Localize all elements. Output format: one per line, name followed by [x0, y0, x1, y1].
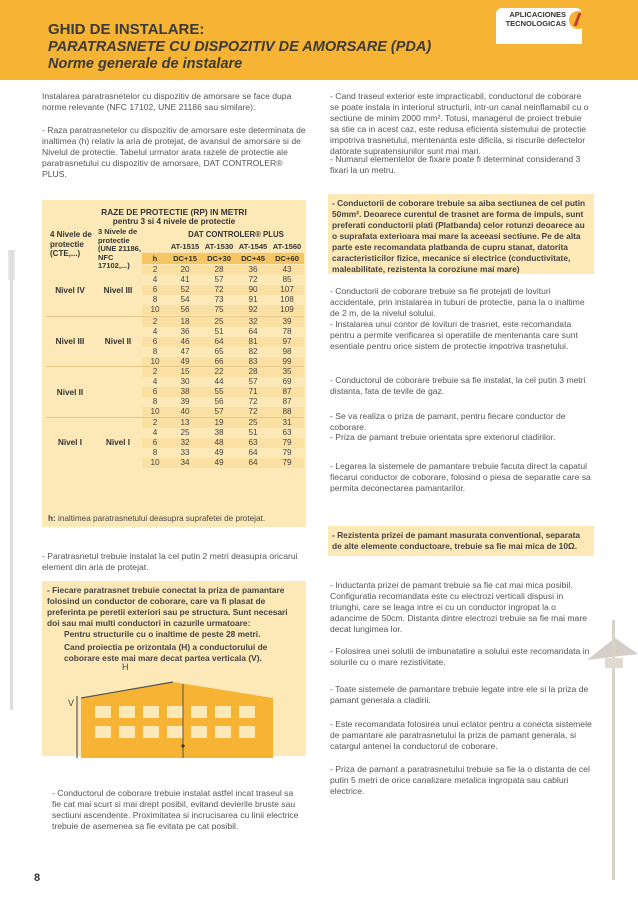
logo: APLICACIONES TECNOLOGICAS	[505, 10, 566, 28]
radius-cell: 57	[214, 275, 224, 285]
radius-cell: 107	[280, 285, 294, 295]
radius-cell: 13	[180, 417, 190, 427]
level-4-label: Nivel I	[57, 438, 83, 448]
diagram-v-label: V	[68, 698, 75, 708]
radius-cell: 20	[180, 265, 190, 274]
table-row	[142, 367, 304, 377]
height-cell: 6	[152, 285, 158, 295]
radius-cell: 25	[248, 417, 258, 427]
radius-cell: 57	[248, 377, 258, 387]
radius-cell: 34	[180, 457, 190, 467]
radius-cell: 98	[282, 346, 292, 356]
level-3-label: Nivel III	[103, 285, 133, 295]
radius-cell: 72	[248, 397, 258, 407]
height-cell: 2	[152, 367, 158, 376]
rod-decoration	[10, 250, 13, 710]
radius-cell: 54	[180, 295, 190, 305]
radius-cell: 57	[214, 407, 224, 417]
dat-controler-header: DAT CONTROLER® PLUS	[188, 230, 284, 239]
model-header: AT-1545	[238, 242, 268, 251]
radius-cell: 78	[282, 326, 292, 336]
radius-cell: 72	[248, 275, 258, 285]
table-row	[142, 317, 304, 327]
radius-cell: 51	[248, 427, 258, 437]
model-header: AT-1515	[170, 242, 200, 251]
section-box-text: - Conductorii de coborare trebuie sa aiba sectiunea de cel putin 50mm². Deoarece curentul de trasnet are forma de impuls, sunt preferati conductorii plati (Platbanda) celor rotunzi deoarece au o suprafata exterioara mai mare la aceeasi sectiune. Pe de alta parte este recomandata platbanda de cupru stanat, datorita caracteristicilor fizice, mecanice si electrice (conductivitate, maleabilitate, rezistenta la coroziune mai mare)	[332, 198, 586, 274]
footnote-label: h:	[48, 514, 56, 523]
level-3-label: Nivel I	[105, 438, 131, 448]
page-number: 8	[34, 872, 41, 884]
radius-cell: 25	[180, 427, 190, 437]
dc-header: DC+30	[207, 254, 231, 263]
table-row	[142, 418, 304, 428]
radius-cell: 28	[214, 265, 224, 274]
height-cell: 2	[152, 316, 158, 326]
dc-header: DC+15	[173, 254, 197, 263]
height-cell: 6	[152, 387, 158, 397]
model-row	[168, 242, 304, 253]
height-cell: 2	[152, 265, 158, 274]
level-4-label: Nivel III	[55, 337, 85, 347]
height-cell: 6	[152, 437, 158, 447]
radius-cell: 32	[248, 316, 258, 326]
radius-cell: 69	[282, 377, 292, 387]
radius-cell: 44	[214, 377, 224, 387]
table-row	[142, 397, 304, 407]
header-section-title: Norme generale de instalare	[48, 56, 243, 72]
radius-cell: 41	[180, 275, 190, 285]
earthing-paragraph: - Se va realiza o priza de pamant, pentru fiecare conductor de coborare.	[330, 411, 566, 432]
table-row	[142, 387, 304, 397]
radius-cell: 31	[282, 417, 292, 427]
conductor-box-item: Pentru structurile cu o inaltime de peste 28 metri.	[64, 629, 261, 639]
radius-cell: 36	[248, 265, 258, 274]
radius-cell: 19	[214, 417, 224, 427]
radius-cell: 32	[180, 437, 190, 447]
table-group	[46, 366, 304, 418]
height-cell: 8	[152, 447, 158, 457]
radius-cell: 49	[214, 447, 224, 457]
radius-cell: 90	[248, 285, 258, 295]
radius-cell: 85	[282, 275, 292, 285]
radius-cell: 33	[180, 447, 190, 457]
radius-cell: 15	[180, 367, 190, 376]
radius-cell: 63	[282, 427, 292, 437]
protection-tubes-paragraph: - Conductorii de coborare trebuie sa fie protejati de lovituri accidentale, prin instalarea in tuburi de protectie, pana la o inaltime de 2 m, de la nivelul solului.	[330, 286, 585, 318]
radius-cell: 39	[180, 397, 190, 407]
height-cell: 10	[150, 407, 160, 417]
radius-cell: 38	[214, 427, 224, 437]
radius-cell: 79	[282, 447, 292, 457]
model-header: AT-1560	[272, 242, 302, 251]
dc-header: DC+45	[241, 254, 265, 263]
radius-cell: 75	[214, 305, 224, 315]
table-group	[46, 316, 304, 368]
inductance-paragraph: - Inductanta prizei de pamant trebuie sa fie cat mai mica posibil. Configuratia recomandata este cu electrozi verticali dispusi in triunghi, care se leaga intre ei cu un conductor ingropat la o adancime de 50cm. Distanta dintre electrozi trebuie sa fie mai mare decat lungimea lor.	[330, 580, 587, 634]
radius-cell: 49	[180, 356, 190, 366]
table-footnote	[48, 514, 265, 523]
radius-cell: 28	[248, 367, 258, 376]
height-cell: 10	[150, 356, 160, 366]
radius-cell: 92	[248, 305, 258, 315]
radius-cell: 66	[214, 356, 224, 366]
table-row	[142, 458, 304, 468]
earthing-connection-paragraph: - Legarea la sistemele de pamantare trebuie facuta direct la capatul fiecarui conductor de coborare, folosind o piesa de separatie care sa permita deconectarea pamantarilor.	[330, 461, 591, 493]
height-cell: 10	[150, 457, 160, 467]
radius-paragraph: - Raza paratrasnetelor cu dispozitiv de amorsare este determinata de inaltimea (h) relativ la aria de protejat, de avansul de amorsare si de Nivelul de protectie. Tabelul urmator arata razele de protectie ale paratrasnetului cu dispozitiv de amorsare, DAT CONTROLER® PLUS.	[42, 125, 306, 179]
conductor-box-text: - Fiecare paratrasnet trebuie conectat la priza de pamantare folosind un conductor de coborare, care va fi plasat de preferinta pe peretii exteriori sau pe structura. Sunt necesari doi sau mai multi conductori in cazurile urmatoare:	[47, 585, 288, 628]
height-cell: 10	[150, 305, 160, 315]
radius-cell: 64	[248, 447, 258, 457]
spark-gap-paragraph: - Este recomandata folosirea unui eclator pentru a conecta sistemele de pamantare ale paratrasnetului la priza de pamant generala, si catargul antenei la conductorul de coborare.	[330, 719, 592, 751]
radius-cell: 55	[214, 387, 224, 397]
table-row	[142, 438, 304, 448]
counter-paragraph: - Instalarea unui contor de lovituri de trasnet, este recomandata pentru a permite verificarea si operatiile de mentenanta care sunt esentiale pentru orice sistem de protectie impotriva trasnetului.	[330, 319, 578, 351]
radius-cell: 81	[248, 336, 258, 346]
radius-cell: 48	[214, 437, 224, 447]
roof	[81, 682, 273, 698]
model-header: AT-1530	[204, 242, 234, 251]
level-3-label: Nivel II	[104, 337, 132, 347]
interior-conductor-paragraph: - Cand traseul exterior este impracticabil, conductorul de coborare se poate instala in interiorul structurii, intr-un canal neinflamabil cu o sectiune de minim 2000 mm². Totusi, managerul de proiect trebuie sa stie ca in acest caz, este redusa eficienta sistemului de protectie impotriva trasnetului, mentenanta este dificila, si riscurile defectelor datorate supratensiunilor sunt mai mari.	[330, 91, 589, 156]
radius-cell: 72	[248, 407, 258, 417]
grounding-link-paragraph: - Toate sistemele de pamantare trebuie legate intre ele si la priza de pamant generala a cladirii.	[330, 684, 589, 705]
radius-cell: 91	[248, 295, 258, 305]
resistance-box-text: - Rezistenta prizei de pamant masurata conventional, separata de alte elemente conductoare, trebuie sa fie mai mica de 10Ω.	[332, 530, 581, 551]
radius-cell: 71	[248, 387, 258, 397]
radius-cell: 64	[248, 457, 258, 467]
conductor-box-item: Cand proiectia pe orizontala (H) a conductorului de coborare este mai mare decat partea verticala (V).	[64, 642, 268, 663]
height-cell: 8	[152, 397, 158, 407]
col-3-levels-header: 3 Nivele de protectie (UNE 21186, NFC 17102,...)	[98, 227, 141, 271]
radius-cell: 99	[282, 356, 292, 366]
radius-cell: 82	[248, 346, 258, 356]
radius-cell: 72	[214, 285, 224, 295]
radius-cell: 65	[214, 346, 224, 356]
radius-cell: 109	[280, 305, 294, 315]
radius-cell: 79	[282, 437, 292, 447]
fixing-paragraph: - Numarul elementelor de fixare poate fi determinat considerand 3 fixari la un metru.	[330, 154, 581, 175]
height-cell: 2	[152, 417, 158, 427]
radius-cell: 35	[282, 367, 292, 376]
mast-decoration	[585, 620, 638, 880]
radius-cell: 25	[214, 316, 224, 326]
logo-icon	[569, 11, 587, 29]
radius-cell: 36	[180, 326, 190, 336]
radius-cell: 87	[282, 387, 292, 397]
table-group	[46, 265, 304, 316]
radius-cell: 64	[214, 336, 224, 346]
building-diagram	[63, 674, 293, 758]
connection-point	[181, 744, 184, 747]
dc-row	[142, 254, 304, 264]
table-row	[142, 285, 304, 295]
table-row	[142, 275, 304, 285]
radius-cell: 87	[282, 397, 292, 407]
table-row	[142, 337, 304, 347]
table-row	[142, 305, 304, 315]
radius-cell: 52	[180, 285, 190, 295]
radius-cell: 40	[180, 407, 190, 417]
table-row	[142, 265, 304, 275]
height-cell: 8	[152, 346, 158, 356]
dc-header: DC+60	[275, 254, 299, 263]
rod-height-paragraph: - Paratrasnetul trebuie instalat la cel putin 2 metri deasupra oricarui element din aria de protejat.	[42, 551, 298, 572]
soil-solution-paragraph: - Folosirea unei solutii de imbunatatire a solului este recomandata in solurile cu o mare rezistivitate.	[330, 646, 590, 667]
radius-cell: 38	[180, 387, 190, 397]
intro-paragraph: Instalarea paratrasnetelor cu dispozitiv de amorsare se face dupa norme relevante (NFC 17102, UNE 21186 sau similare):	[42, 91, 292, 112]
earthing-orientation-paragraph: - Priza de pamant trebuie orientata spre exteriorul cladirilor.	[330, 432, 556, 442]
radius-cell: 63	[248, 437, 258, 447]
height-cell: 4	[152, 326, 158, 336]
radius-cell: 97	[282, 336, 292, 346]
table-subtitle: pentru 3 si 4 nivele de protectie	[112, 217, 236, 226]
height-cell: 4	[152, 427, 158, 437]
table-row	[142, 428, 304, 438]
radius-cell: 108	[280, 295, 294, 305]
radius-cell: 51	[214, 326, 224, 336]
table-row	[142, 295, 304, 305]
diagram-h-label: H	[122, 662, 129, 672]
table-row	[142, 327, 304, 337]
radius-cell: 39	[282, 316, 292, 326]
radius-cell: 88	[282, 407, 292, 417]
radius-cell: 79	[282, 457, 292, 467]
gas-paragraph: - Conductorul de coborare trebuie sa fie instalat, la cel putin 3 metri distanta, fata de tevile de gaz.	[330, 375, 586, 396]
radius-cell: 64	[248, 326, 258, 336]
radius-cell: 73	[214, 295, 224, 305]
table-row	[142, 448, 304, 458]
h-header: h	[152, 254, 158, 263]
table-row	[142, 377, 304, 387]
radius-cell: 47	[180, 346, 190, 356]
table-group	[46, 417, 304, 469]
height-cell: 4	[152, 377, 158, 387]
radius-cell: 43	[282, 265, 292, 274]
header-title: GHID DE INSTALARE:	[48, 21, 205, 38]
radius-cell: 83	[248, 356, 258, 366]
table-row	[142, 347, 304, 357]
radius-cell: 56	[180, 305, 190, 315]
level-4-label: Nivel IV	[55, 285, 85, 295]
radius-cell: 30	[180, 377, 190, 387]
radius-cell: 18	[180, 316, 190, 326]
radius-cell: 56	[214, 397, 224, 407]
height-cell: 8	[152, 295, 158, 305]
level-3-label	[94, 367, 142, 418]
radius-cell: 49	[214, 457, 224, 467]
conductor-route-paragraph: - Conductorul de coborare trebuie instalat astfel incat traseul sa fie cat mai scurt si mai drept posibil, evitand devierile bruste sau sectiuni ascendente. Proximitatea si incrucisarea cu linii electrice trebuie de asemenea sa fie evitata pe cat posibil.	[52, 788, 299, 831]
col-4-levels-header: 4 Nivele de protectie (CTE,...)	[50, 230, 92, 258]
radius-cell: 22	[214, 367, 224, 376]
height-cell: 6	[152, 336, 158, 346]
level-4-label: Nivel II	[56, 387, 84, 397]
table-title: RAZE DE PROTECTIE (RP) IN METRI	[101, 207, 247, 217]
footnote-text: inaltimea paratrasnetului deasupra suprafetei de protejat.	[55, 514, 266, 523]
distance-paragraph: - Priza de pamant a paratrasnetului trebuie sa fie la o distanta de cel putin 5 metri de orice canalizare metalica ingropata sau cabluri electrice.	[330, 764, 590, 796]
height-cell: 4	[152, 275, 158, 285]
header-subtitle: PARATRASNETE CU DISPOZITIV DE AMORSARE (PDA)	[48, 39, 432, 55]
radius-cell: 46	[180, 336, 190, 346]
